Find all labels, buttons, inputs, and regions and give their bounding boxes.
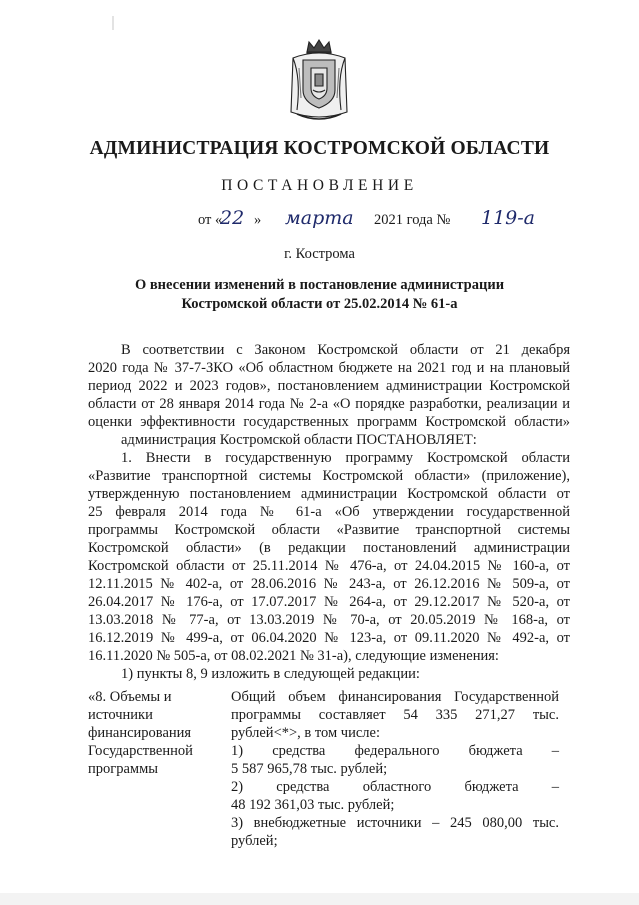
table-right-line: рублей; [231, 833, 278, 849]
body-line: 16.11.2020 № 505-а, от 08.02.2021 № 31-а), следующие изменения: [88, 648, 499, 664]
city-name: г. Кострома [284, 246, 355, 262]
body-line: утвержденную постановлением администрации Костромской области от [88, 486, 570, 502]
date-prefix: от « [198, 212, 223, 228]
table-left-cell: программы [88, 761, 158, 777]
title-line-2: Костромской области от 25.02.2014 № 61-а [181, 296, 458, 312]
table-left-cell: источники [88, 707, 153, 723]
body-line: 26.04.2017 № 176-а, от 17.07.2017 № 264-а, от 29.12.2017 № 520-а, от [88, 594, 570, 610]
date-line [198, 206, 558, 236]
body-line: администрация Костромской области ПОСТАНОВЛЯЕТ: [121, 432, 477, 448]
body-line: 1) пункты 8, 9 изложить в следующей редакции: [121, 666, 420, 682]
table-left-cell: Государственной [88, 743, 193, 759]
title-line-1: О внесении изменений в постановление администрации [134, 277, 505, 293]
date-close-quote: » [254, 212, 262, 228]
body-line: области от 28 января 2014 года № 2-а «О порядке разработки, реализации и [88, 396, 570, 412]
body-line: «Развитие транспортной системы Костромской области» (приложение), [88, 468, 570, 484]
coat-of-arms-icon [287, 38, 351, 122]
document-number-handwritten: 119-а [481, 207, 536, 229]
body-line: 13.03.2018 № 77-а, от 13.03.2019 № 70-а, от 20.05.2019 № 168-а, от [88, 612, 570, 628]
body-line: 1. Внести в государственную программу Костромской области [121, 450, 570, 466]
document-type: ПОСТАНОВЛЕНИЕ [221, 177, 418, 194]
body-line: 2020 года № 37-7-ЗКО «Об областном бюджете на 2021 год и на плановый [88, 360, 570, 376]
table-right-line: 3) внебюджетные источники – 245 080,00 тыс. [231, 815, 559, 831]
table-right-line: программы составляет 54 335 271,27 тыс. [231, 707, 559, 723]
body-line: Костромской области» (в редакции постановлений администрации [88, 540, 570, 556]
organization-name: АДМИНИСТРАЦИЯ КОСТРОМСКОЙ ОБЛАСТИ [89, 138, 550, 159]
body-line: период 2022 и 2023 годов», постановлением администрации Костромской [88, 378, 570, 394]
body-line: Костромской области от 25.11.2014 № 476-а, от 24.04.2015 № 160-а, от [88, 558, 570, 574]
scan-bottom-edge [0, 893, 639, 905]
body-line: программы Костромской области «Развитие транспортной системы [88, 522, 570, 538]
table-right-line: 1) средства федерального бюджета – [231, 743, 559, 759]
table-left-cell: «8. Объемы и [88, 689, 172, 705]
date-month-handwritten: марта [285, 207, 354, 229]
table-right-line: Общий объем финансирования Государственной [231, 689, 559, 705]
date-year-label: 2021 года № [374, 212, 451, 228]
table-right-line: 48 192 361,03 тыс. рублей; [231, 797, 395, 813]
table-left-cell: финансирования [88, 725, 192, 741]
table-right-line: рублей<*>, в том числе: [231, 725, 381, 741]
scan-artifact [112, 16, 114, 30]
table-right-line: 2) средства областного бюджета – [231, 779, 559, 795]
body-line: 25 февраля 2014 года № 61-а «Об утверждении государственной [88, 504, 570, 520]
table-right-line: 5 587 965,78 тыс. рублей; [231, 761, 388, 777]
body-line: оценки эффективности государственных программ Костромской области» [88, 414, 570, 430]
date-day-handwritten: 22 [220, 207, 245, 229]
body-line: 16.12.2019 № 499-а, от 06.04.2020 № 123-а, от 09.11.2020 № 492-а, от [88, 630, 570, 646]
body-line: 12.11.2015 № 402-а, от 28.06.2016 № 243-а, от 26.12.2016 № 509-а, от [88, 576, 570, 592]
body-line: В соответствии с Законом Костромской области от 21 декабря [121, 342, 570, 358]
